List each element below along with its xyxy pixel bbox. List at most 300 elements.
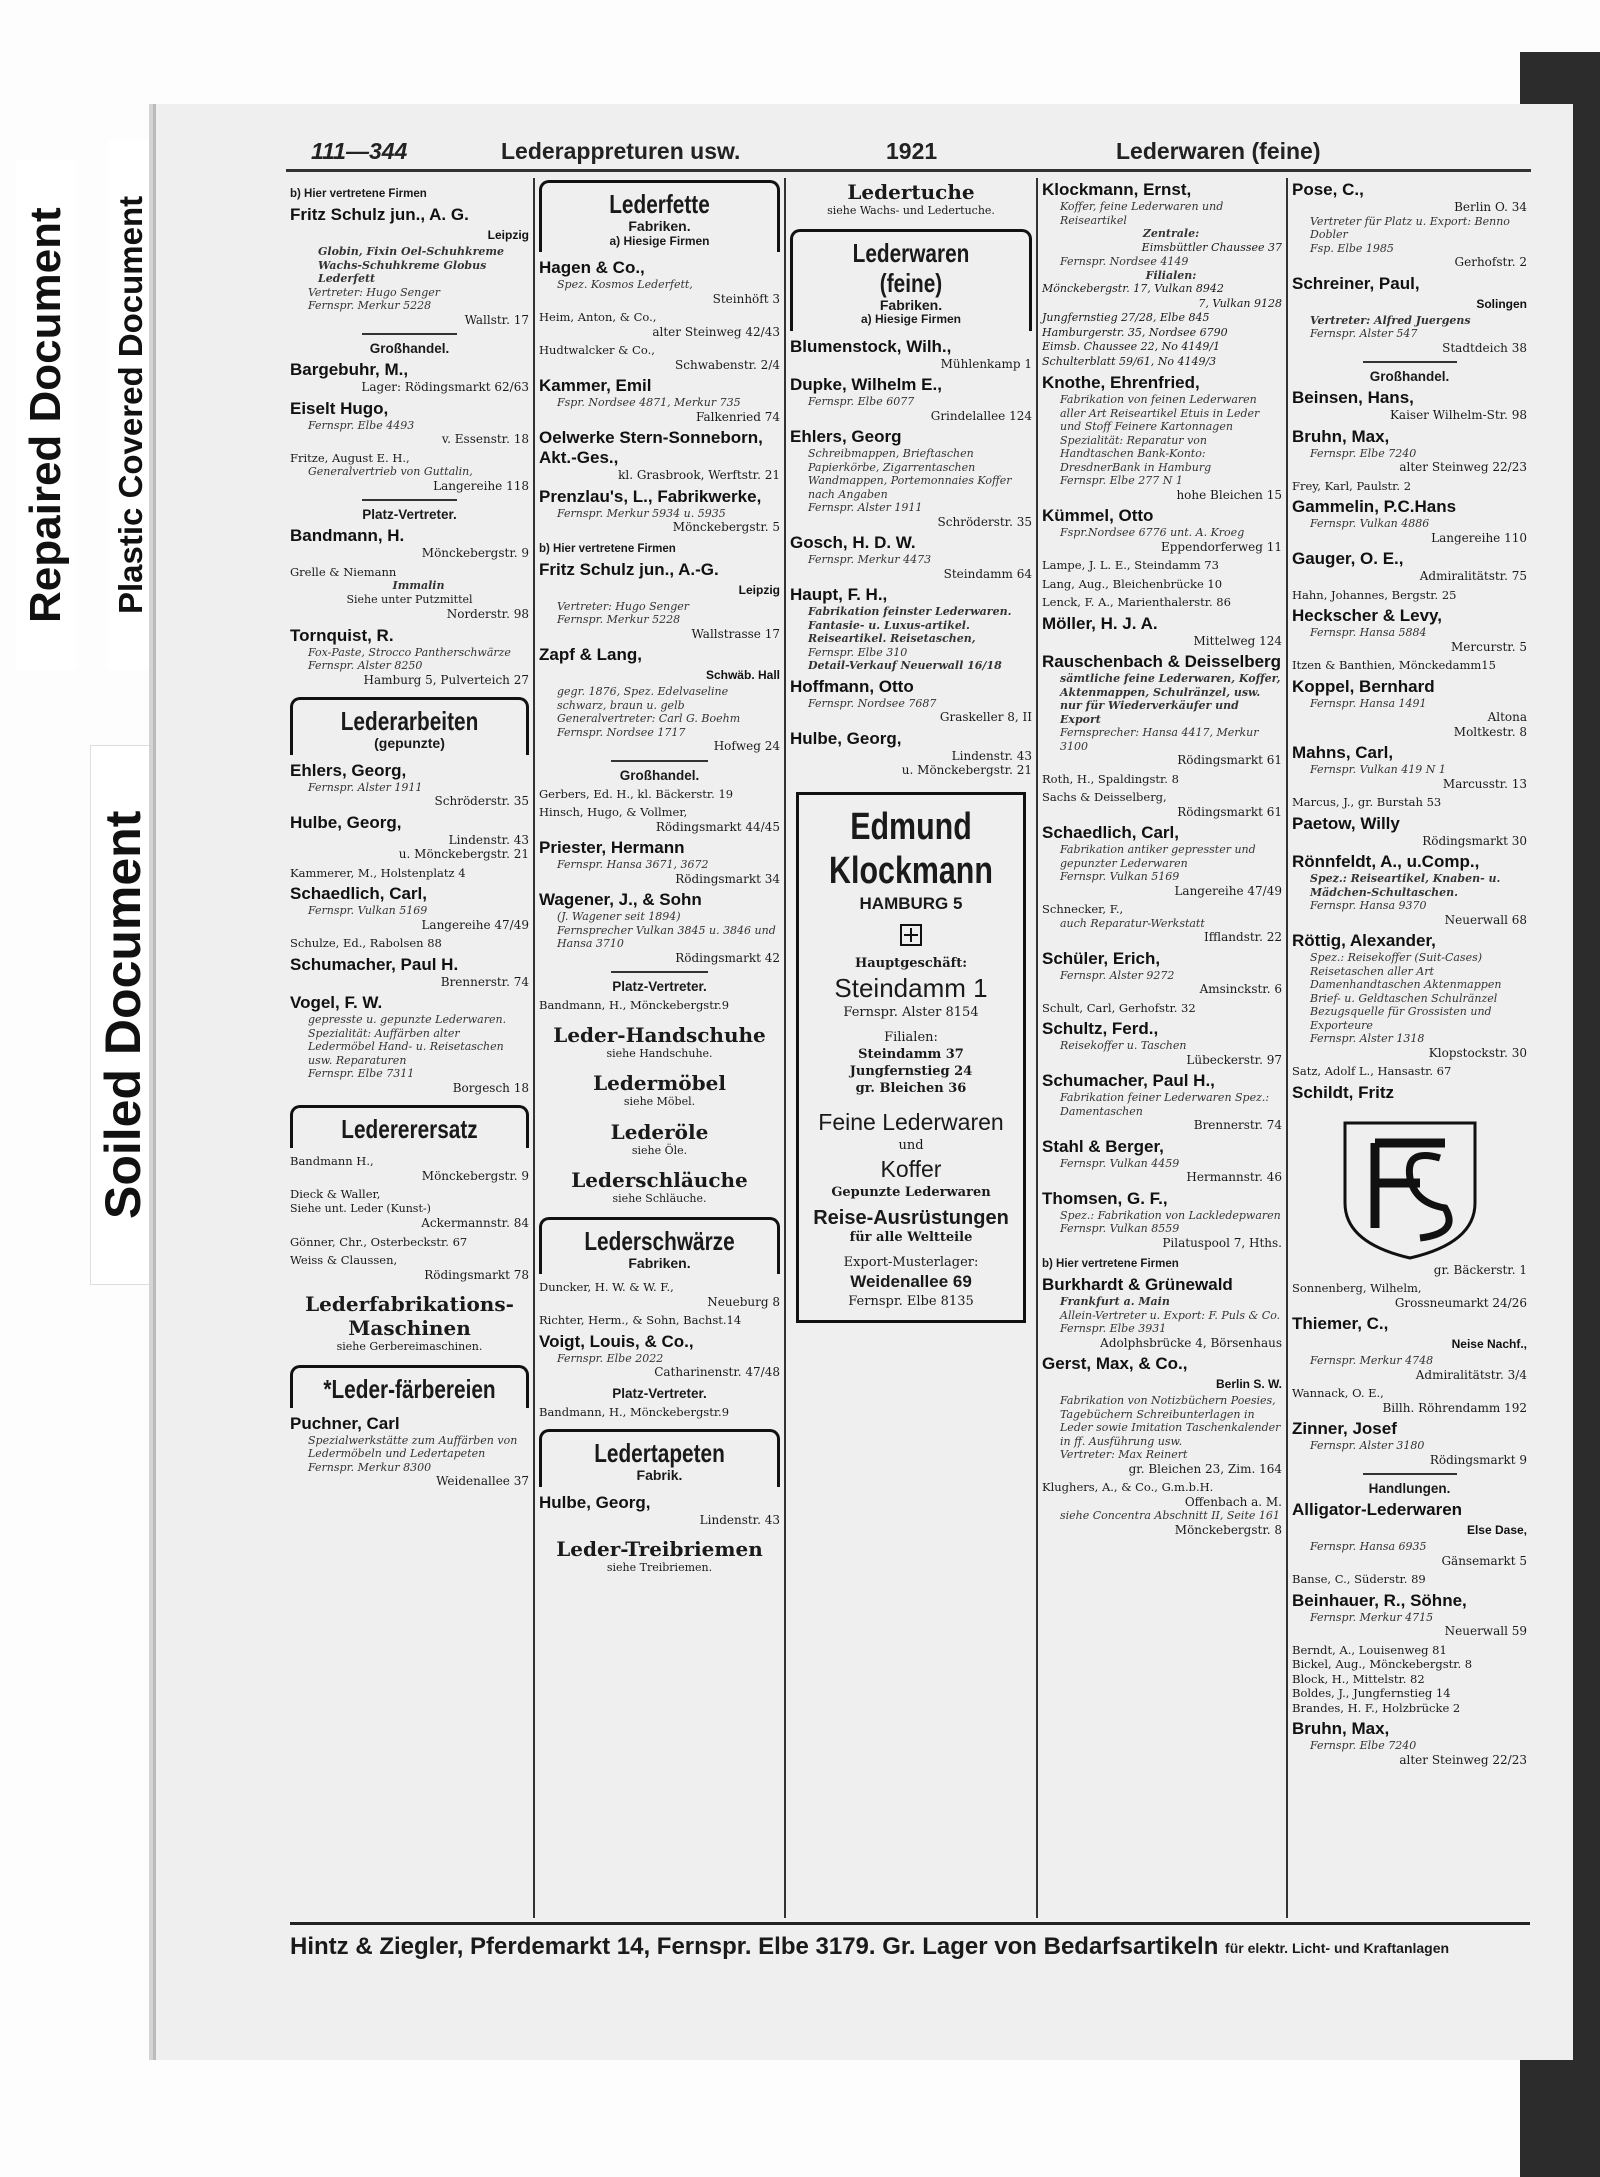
- firm-phone: Fernspr. Alster 547: [1310, 327, 1418, 340]
- reference-target: siehe Öle.: [631, 1143, 688, 1157]
- firm-address: Mönckebergstr. 8: [1174, 1522, 1282, 1537]
- firm-phone: Fernspr. Hansa 3671, 3672: [557, 858, 709, 871]
- firm-address: Moltkestr. 8: [1453, 724, 1527, 739]
- ad-city: HAMBURG 5: [859, 893, 963, 913]
- firm-name: Boldes, J., Jungfernstieg 14: [1292, 1686, 1451, 1700]
- firm-name: Kammerer, M., Holstenplatz 4: [290, 865, 466, 880]
- firm-agent: Vertreter: Hugo Senger: [308, 285, 441, 299]
- reference-target: siehe Handschuhe.: [606, 1046, 713, 1060]
- entry: [539, 428, 780, 483]
- firm-name: Ehlers, Georg,: [290, 760, 407, 780]
- firm-address: u. Mönckebergstr. 21: [901, 763, 1032, 777]
- firm-branch: Hamburgerstr. 35, Nordsee 6790: [1042, 325, 1228, 339]
- section-box-lederwaren-feine: [790, 229, 1032, 331]
- firm-name: Grelle & Niemann: [290, 564, 397, 579]
- firm-name: Paetow, Willy: [1292, 813, 1400, 833]
- firm-address: Pilatuspool 7, Hths.: [1162, 1235, 1282, 1250]
- firm-name: Bandmann, H., Mönckebergstr.9: [539, 998, 730, 1012]
- firm-address: Ackermannstr. 84: [421, 1216, 529, 1230]
- entry: [1042, 506, 1282, 554]
- firm-address: Mercurstr. 5: [1451, 639, 1527, 654]
- firm-address: Mühlenkamp 1: [940, 356, 1032, 371]
- firm-address: Norderstr. 98: [446, 607, 529, 621]
- divider: [1363, 1473, 1457, 1475]
- entry: [1042, 373, 1282, 502]
- firm-name: Block, H., Mittelstr. 82: [1292, 1671, 1425, 1686]
- entry: [290, 399, 529, 447]
- firm-name: Gammelin, P.C.Hans: [1292, 497, 1457, 516]
- ad-main-store-address: Steindamm 1: [834, 972, 988, 1003]
- firm-phone: Fernspr. Elbe 7240: [1310, 446, 1417, 460]
- firm-phone: Fernspr. Vulkan 4459: [1060, 1156, 1180, 1170]
- entry: [1292, 180, 1527, 270]
- entry: [1292, 588, 1527, 603]
- firm-address: Rödingsmarkt 34: [675, 871, 780, 886]
- section-box-lederarbeiten: [290, 697, 529, 755]
- entry: [1042, 949, 1282, 997]
- firm-address: Catharinenstr. 47/48: [654, 1365, 780, 1379]
- firm-address: Ifflandstr. 22: [1204, 930, 1282, 944]
- firm-products: Schreibmappen, Brieftaschen Papierkörbe, Zigarrentaschen Wandmappen, Portemonnaies Koffer nach Angaben: [808, 447, 1012, 501]
- firm-phone: Fernspr. Merkur 5228: [308, 299, 432, 312]
- firm-name: Schüler, Erich,: [1042, 948, 1161, 968]
- section-title: Lederfette: [609, 189, 710, 219]
- entry: [539, 805, 780, 834]
- firm-address: Lager: Rödingsmarkt 62/63: [361, 380, 529, 394]
- section-subtitle: Fabriken.: [628, 1254, 691, 1271]
- firm-address: alter Steinweg 42/43: [652, 324, 780, 339]
- ad-name-last: Klockmann: [829, 849, 993, 892]
- entry: [539, 998, 780, 1013]
- entry: [1292, 1591, 1527, 1639]
- entry: [1042, 1189, 1282, 1251]
- entry: [539, 1280, 780, 1309]
- firm-phone: Fernspr. Merkur 4715: [1310, 1610, 1434, 1624]
- firm-phone: Fernspr. Vulkan 5169: [1060, 870, 1180, 883]
- firm-name: Gerst, Max, & Co.,: [1042, 1354, 1188, 1373]
- firm-phone: Fernspr. Elbe 310: [808, 645, 908, 659]
- page-header: [286, 132, 1531, 172]
- firm-address: Mittelweg 124: [1193, 633, 1282, 648]
- entry: [1042, 790, 1282, 819]
- firm-name: Mahns, Carl,: [1292, 743, 1394, 762]
- entry: [1292, 606, 1527, 654]
- firm-name: Weiss & Claussen,: [290, 1253, 398, 1267]
- entry: [1292, 852, 1527, 927]
- firm-products: Fabrikation feiner Lederwaren Spez.: Damentaschen: [1060, 1091, 1270, 1118]
- firm-reference: Siehe unter Putzmittel: [346, 592, 473, 606]
- firm-address: Eimsbüttler Chaussee 37: [1141, 240, 1282, 254]
- entry: [1042, 772, 1282, 787]
- entry: [290, 955, 529, 990]
- firm-name-suffix: Else Dase,: [1466, 1523, 1527, 1537]
- firm-products: Fabrikation feinster Lederwaren. Fantasie- u. Luxus-artikel. Reiseartikel. Reisetaschen,: [808, 605, 1012, 645]
- entry: [1292, 743, 1527, 791]
- firm-address: Langereihe 118: [433, 478, 529, 493]
- firm-name: Berndt, A., Louisenweg 81: [1292, 1642, 1447, 1657]
- firm-address: Gerhofstr. 2: [1454, 255, 1527, 269]
- entry: [290, 360, 529, 395]
- firm-phone: Fernspr. Elbe 2022: [557, 1351, 664, 1365]
- section-title: Ledererersatz: [341, 1114, 478, 1144]
- reference-title: Leder-Handschuhe: [553, 1022, 766, 1047]
- firm-address: alter Steinweg 22/23: [1399, 1752, 1527, 1767]
- firm-phone: Fernspr. Nordsee 7687: [808, 696, 937, 710]
- firm-phone: Fernspr. Merkur 8300: [308, 1460, 432, 1474]
- firm-address: Steindamm 64: [943, 566, 1032, 581]
- reference-title: Lederfabrikations-Maschinen: [305, 1292, 514, 1340]
- firm-name: Gerbers, Ed. H., kl. Bäckerstr. 19: [539, 786, 734, 801]
- firm-address: Wallstr. 17: [464, 312, 529, 327]
- subheading: b) Hier vertretene Firmen: [539, 542, 676, 555]
- entry: [539, 1313, 780, 1328]
- firm-address: Rödingsmarkt 61: [1177, 753, 1282, 767]
- firm-agent: Vertreter: Alfred Juergens: [1310, 313, 1471, 327]
- section-box-ledererersatz: [290, 1105, 529, 1148]
- firm-phone: Fernspr. Alster 8250: [308, 659, 423, 672]
- firm-name: Richter, Herm., & Sohn, Bachst.14: [539, 1313, 742, 1327]
- header-left-title: Lederappreturen usw.: [501, 138, 741, 164]
- firm-address: Mönckebergstr. 9: [421, 1168, 529, 1183]
- entry: [790, 427, 1032, 529]
- section-heading: Großhandel.: [1369, 369, 1450, 384]
- reference-title: Leder-Treibriemen: [556, 1537, 763, 1561]
- firm-name: Heim, Anton, & Co.,: [539, 310, 657, 324]
- firm-address: gr. Bäckerstr. 1: [1433, 1262, 1527, 1277]
- section-heading: Platz-Vertreter.: [362, 507, 457, 522]
- firm-name: Schumacher, Paul H.,: [1042, 1071, 1215, 1090]
- entry: [1292, 388, 1527, 423]
- divider: [611, 971, 707, 973]
- firm-name: Frey, Karl, Paulstr. 2: [1292, 478, 1412, 493]
- firm-phone: Fernspr. Elbe 4493: [308, 418, 415, 432]
- cross-reference: [290, 1292, 529, 1355]
- section-subtitle: Fabrik.: [636, 1467, 683, 1483]
- firm-products: Fox-Paste, Strocco Pantherschwärze: [308, 645, 511, 659]
- entry: [539, 487, 780, 535]
- divider: [362, 499, 458, 501]
- firm-products: gepresste u. gepunzte Lederwaren. Spezialität: Auffärben alter Ledermöbel Hand- u. Reisetaschen usw. Reparaturen: [308, 1013, 507, 1067]
- entry: [790, 533, 1032, 581]
- entry: [1042, 823, 1282, 898]
- firm-name: Hagen & Co.,: [539, 258, 645, 277]
- firm-name: Pose, C.,: [1292, 180, 1364, 199]
- cross-reference: [790, 180, 1032, 219]
- section-heading: Großhandel.: [369, 341, 450, 356]
- firm-products: Koffer, feine Lederwaren und Reiseartikel: [1060, 200, 1224, 227]
- firm-name: Schumacher, Paul H.: [290, 954, 459, 974]
- firm-name: Schreiner, Paul,: [1292, 273, 1420, 293]
- firm-name: Schulze, Ed., Rabolsen 88: [290, 936, 442, 950]
- entry: [290, 813, 529, 862]
- firm-address: Rödingsmarkt 42: [675, 950, 780, 965]
- firm-name: Kümmel, Otto: [1042, 506, 1154, 525]
- firm-address: Stadtdeich 38: [1442, 340, 1527, 355]
- firm-branch: Eimsb. Chaussee 22, No 4149/1: [1042, 340, 1221, 353]
- entry: [790, 585, 1032, 673]
- firm-products: sämtliche feine Lederwaren, Koffer, Aktenmappen, Schulränzel, usw. nur für Wiederverkäufer und Export: [1060, 672, 1281, 726]
- fs-monogram-logo-icon: [1335, 1113, 1485, 1263]
- firm-phone: Fernspr. Hansa 6935: [1310, 1540, 1427, 1553]
- firm-branch: 7, Vulkan 9128: [1198, 296, 1282, 310]
- firm-products: Reisekoffer u. Taschen: [1060, 1039, 1187, 1052]
- cross-reference: [539, 1537, 780, 1576]
- firm-phone: Fernspr. Vulkan 419 N 1: [1310, 763, 1446, 776]
- cross-reference: [539, 1168, 780, 1207]
- firm-address: Admiralitätstr. 75: [1419, 569, 1527, 583]
- firm-name: Bargebuhr, M.,: [290, 360, 409, 379]
- firm-name: Hoffmann, Otto: [790, 676, 914, 696]
- entry: [539, 343, 780, 372]
- firm-products: Fabrikation antiker gepresster und gepunzter Lederwaren: [1060, 843, 1256, 870]
- firm-name: Bickel, Aug., Mönckebergstr. 8: [1292, 1657, 1473, 1671]
- firm-address: Wallstrasse 17: [691, 626, 780, 641]
- entry: [290, 1414, 529, 1489]
- firm-address: Grossneumarkt 24/26: [1394, 1295, 1527, 1310]
- firm-name: Oelwerke Stern-Sonneborn, Akt.-Ges.,: [539, 428, 763, 467]
- entry: [290, 884, 529, 932]
- firm-phone: Fernspr. Elbe 7311: [308, 1067, 415, 1080]
- column-2: [535, 178, 784, 1918]
- firm-name: Möller, H. J. A.: [1042, 613, 1158, 633]
- firm-products: Globin, Fixin Oel-Schuhkreme Wachs-Schuhkreme Globus Lederfett: [318, 245, 505, 285]
- entry: [290, 936, 529, 951]
- firm-name: Hulbe, Georg,: [790, 728, 902, 748]
- firm-phone: Fernspr. Hansa 9370: [1310, 899, 1427, 912]
- firm-phone: Fernspr. Elbe 6077: [808, 395, 915, 408]
- firm-products: Spez. Kosmos Lederfett,: [557, 278, 693, 291]
- entry: [1292, 1083, 1527, 1278]
- firm-branch-label: Filialen:: [1145, 268, 1197, 282]
- firm-branch: Mönckebergstr. 17, Vulkan 8942: [1042, 282, 1224, 295]
- firm-address: Adolphsbrücke 4, Börsenhaus: [1100, 1335, 1282, 1350]
- firm-address: Hofweg 24: [713, 739, 780, 753]
- firm-phone: Fernspr. Alster 1911: [808, 501, 923, 514]
- firm-name: Schultz, Ferd.,: [1042, 1019, 1159, 1038]
- entry: [290, 526, 529, 561]
- firm-name: Ehlers, Georg: [790, 427, 902, 446]
- entry: [539, 787, 780, 802]
- entry: [1042, 902, 1282, 945]
- firm-name: Dieck & Waller,: [290, 1187, 381, 1201]
- firm-name: Schaedlich, Carl,: [290, 884, 427, 903]
- entry: [290, 1253, 529, 1282]
- firm-phone: Fernspr. Merkur 5228: [557, 613, 681, 626]
- entry: [290, 1235, 529, 1250]
- firm-address: Neuerwall 68: [1444, 912, 1527, 927]
- entry: [790, 677, 1032, 725]
- firm-name: Voigt, Louis, & Co.,: [539, 1331, 694, 1351]
- firm-products: Generalvertrieb von Guttalin,: [308, 465, 473, 478]
- firm-name: Gosch, H. D. W.: [790, 533, 916, 552]
- section-subtitle: a) Hiesige Firmen: [860, 312, 962, 326]
- entry: [1292, 549, 1527, 584]
- firm-city: Frankfurt a. Main: [1060, 1295, 1170, 1308]
- repaired-document-label: Repaired Document: [16, 160, 76, 670]
- firm-name: Lang, Aug., Bleichenbrücke 10: [1042, 576, 1223, 591]
- firm-phone: Fernspr. Elbe 277 N 1: [1060, 474, 1183, 487]
- firm-agent: Vertreter für Platz u. Export: Benno Dobler: [1310, 214, 1510, 241]
- entry: [790, 337, 1032, 372]
- entry: [1042, 1275, 1282, 1350]
- firm-name: Alligator-Lederwaren: [1292, 1500, 1463, 1519]
- entry: [539, 310, 780, 339]
- section-box-lederschwaerze: [539, 1217, 780, 1275]
- entry: [1292, 1064, 1527, 1079]
- directory-columns: [286, 178, 1531, 1918]
- firm-name: Klughers, A., & Co., G.m.b.H.: [1042, 1480, 1214, 1494]
- ad-product-line: Gepunzte Lederwaren: [831, 1184, 991, 1200]
- entry: [539, 1405, 780, 1420]
- entry: [290, 1187, 529, 1231]
- entry: [539, 560, 780, 642]
- firm-name: Vogel, F. W.: [290, 993, 383, 1012]
- firm-address: Steinhöft 3: [712, 291, 780, 306]
- section-box-lederfette: [539, 180, 780, 252]
- firm-phone: Fernspr. Alster 9272: [1060, 968, 1175, 982]
- ad-export-address: Weidenallee 69: [850, 1271, 972, 1291]
- entry: [1042, 1137, 1282, 1185]
- entry: [290, 993, 529, 1095]
- firm-city: Altona: [1487, 710, 1527, 724]
- section-subtitle: (gepunzte): [374, 735, 445, 751]
- firm-address: gr. Bleichen 23, Zim. 164: [1128, 1461, 1282, 1476]
- firm-name: Schaedlich, Carl,: [1042, 823, 1179, 842]
- firm-address: Kaiser Wilhelm-Str. 98: [1389, 408, 1527, 422]
- firm-name: Banse, C., Süderstr. 89: [1292, 1572, 1426, 1586]
- firm-address: Billh. Röhrendamm 192: [1382, 1400, 1527, 1415]
- entry: [1292, 1572, 1527, 1587]
- section-title: Lederarbeiten: [340, 706, 479, 736]
- entry: [1292, 497, 1527, 545]
- firm-name: Zinner, Josef: [1292, 1419, 1397, 1438]
- entry: [1292, 479, 1527, 494]
- entry: [1292, 1281, 1527, 1310]
- firm-products: Spez.: Fabrikation von Lackledерwaren: [1060, 1208, 1281, 1222]
- entry: [1042, 558, 1282, 573]
- entry: [539, 1493, 780, 1528]
- firm-phone: Fspr. Nordsee 4871, Merkur 735: [557, 396, 741, 409]
- firm-name: Koppel, Bernhard: [1292, 676, 1435, 696]
- firm-address: Mönckebergstr. 9: [421, 546, 529, 560]
- cross-reference: [539, 1023, 780, 1062]
- firm-name: Hudtwalcker & Co.,: [539, 343, 655, 357]
- divider: [1363, 361, 1457, 363]
- entry: [539, 1332, 780, 1380]
- firm-name: Zapf & Lang,: [539, 645, 642, 664]
- firm-address: Langereihe 47/49: [421, 917, 529, 932]
- entry: [1292, 658, 1527, 673]
- column-4: [1038, 178, 1286, 1918]
- entry: [1292, 274, 1527, 356]
- ad-branch: gr. Bleichen 36: [855, 1080, 967, 1096]
- firm-phone: Fernspr. Alster 3180: [1310, 1439, 1425, 1452]
- firm-name-suffix: Neise Nachf.,: [1451, 1337, 1527, 1351]
- firm-name: Bandmann, H., Mönckebergstr.9: [539, 1404, 730, 1419]
- firm-city: Leipzig: [738, 582, 780, 597]
- firm-city: Berlin S. W.: [1215, 1377, 1282, 1391]
- firm-address: Brennerstr. 74: [440, 974, 529, 989]
- column-3: [786, 178, 1036, 1918]
- firm-products: Fabrikation von Notizbüchern Poesies, Tagebüchern Schreibunterlagen in Leder sowie Imitation Taschenkalender in ff. Ausführung usw.: [1060, 1394, 1281, 1448]
- entry: [539, 258, 780, 306]
- firm-address: Borgesch 18: [452, 1080, 529, 1095]
- entry: [290, 626, 529, 688]
- firm-address: Eppendorferweg 11: [1160, 539, 1282, 554]
- firm-phone: Fernspr. Hansa 5884: [1310, 626, 1427, 639]
- firm-address: Rödingsmarkt 9: [1429, 1452, 1527, 1467]
- firm-address: Lindenstr. 43: [448, 832, 529, 847]
- ad-product-line: Reise-Ausrüstungen: [813, 1206, 1009, 1229]
- firm-name: Puchner, Carl: [290, 1413, 400, 1433]
- cross-reference: [539, 1071, 780, 1110]
- firm-products: gegr. 1876, Spez. Edelvaseline schwarz, braun u. gelb Generalvertreter: Carl G. Boehm: [557, 685, 741, 725]
- ad-branch: Jungfernstieg 24: [849, 1063, 973, 1079]
- firm-address: Rödingsmarkt 61: [1177, 804, 1282, 819]
- column-5: [1288, 178, 1531, 1918]
- firm-name: Gauger, O. E.,: [1292, 549, 1404, 568]
- firm-phone: Fernspr. Vulkan 4886: [1310, 517, 1430, 530]
- section-title: Ledertapeten: [594, 1438, 725, 1468]
- firm-address: Lindenstr. 43: [699, 1512, 780, 1527]
- entry: [1292, 677, 1527, 740]
- firm-address: kl. Grasbrook, Werftstr. 21: [618, 468, 780, 482]
- firm-products: Fabrikation von feinen Lederwaren aller Art Reiseartikel Etuis in Leder und Stoff Feinere Kartonnagen Spezialität: Reparatur von Handtaschen Bank-Konto: DresdnerBank in Hamburg: [1060, 393, 1260, 474]
- firm-products: (J. Wagener seit 1894): [557, 910, 681, 923]
- entry: [790, 375, 1032, 423]
- section-title: Lederwaren (feine): [852, 237, 970, 298]
- firm-phone: Fernspr. Merkur 4473: [808, 553, 932, 566]
- column-1: [286, 178, 533, 1918]
- firm-products: Immalin: [392, 579, 445, 592]
- firm-address: Lübeckerstr. 97: [1186, 1052, 1282, 1067]
- firm-name: Kammer, Emil: [539, 376, 652, 395]
- firm-name: Beinhauer, R., Söhne,: [1292, 1590, 1467, 1610]
- entry: [290, 451, 529, 494]
- entry: [1292, 1314, 1527, 1382]
- ad-product-line: Feine Lederwaren: [818, 1108, 1004, 1135]
- ad-name-first: Edmund: [850, 805, 972, 848]
- firm-phone: Fernspr. Vulkan 8559: [1060, 1222, 1180, 1235]
- ad-export-label: Export-Musterlager:: [843, 1254, 979, 1270]
- entry: [1042, 577, 1282, 592]
- firm-address: Rödingsmarkt 78: [424, 1267, 529, 1282]
- header-year: 1921: [886, 138, 938, 164]
- klockmann-advertisement: [796, 792, 1026, 1323]
- firm-address: Neueburg 8: [707, 1294, 780, 1309]
- firm-address: Admiralitätstr. 3/4: [1415, 1367, 1527, 1382]
- firm-phone: Fsp. Elbe 1985: [1310, 241, 1394, 255]
- subheading: b) Hier vertretene Firmen: [1042, 1258, 1179, 1270]
- firm-shop: Detail-Verkauf Neuerwall 16/18: [808, 659, 1002, 672]
- firm-name: Rönnfeldt, A., u.Comp.,: [1292, 852, 1480, 871]
- firm-name: Satz, Adolf L., Hansastr. 67: [1292, 1064, 1452, 1078]
- section-subtitle: a) Hiesige Firmen: [609, 233, 710, 248]
- firm-name: Lampe, J. L. E., Steindamm 73: [1042, 558, 1219, 572]
- firm-name: Lenck, F. A., Marienthalerstr. 86: [1042, 595, 1231, 609]
- firm-phone: Fernspr. Hansa 1491: [1310, 696, 1427, 710]
- firm-name: Sonnenberg, Wilhelm,: [1292, 1281, 1422, 1295]
- entry: [1042, 1071, 1282, 1133]
- divider: [611, 760, 707, 762]
- firm-name: Wannack, O. E.,: [1292, 1386, 1384, 1400]
- entry: [539, 838, 780, 886]
- entry: [1292, 931, 1527, 1060]
- entry: [790, 729, 1032, 778]
- firm-address: Graskeller 8, II: [939, 710, 1032, 724]
- reference-title: Lederöle: [610, 1119, 709, 1144]
- reference-target: siehe Wachs- und Ledertuche.: [827, 204, 995, 217]
